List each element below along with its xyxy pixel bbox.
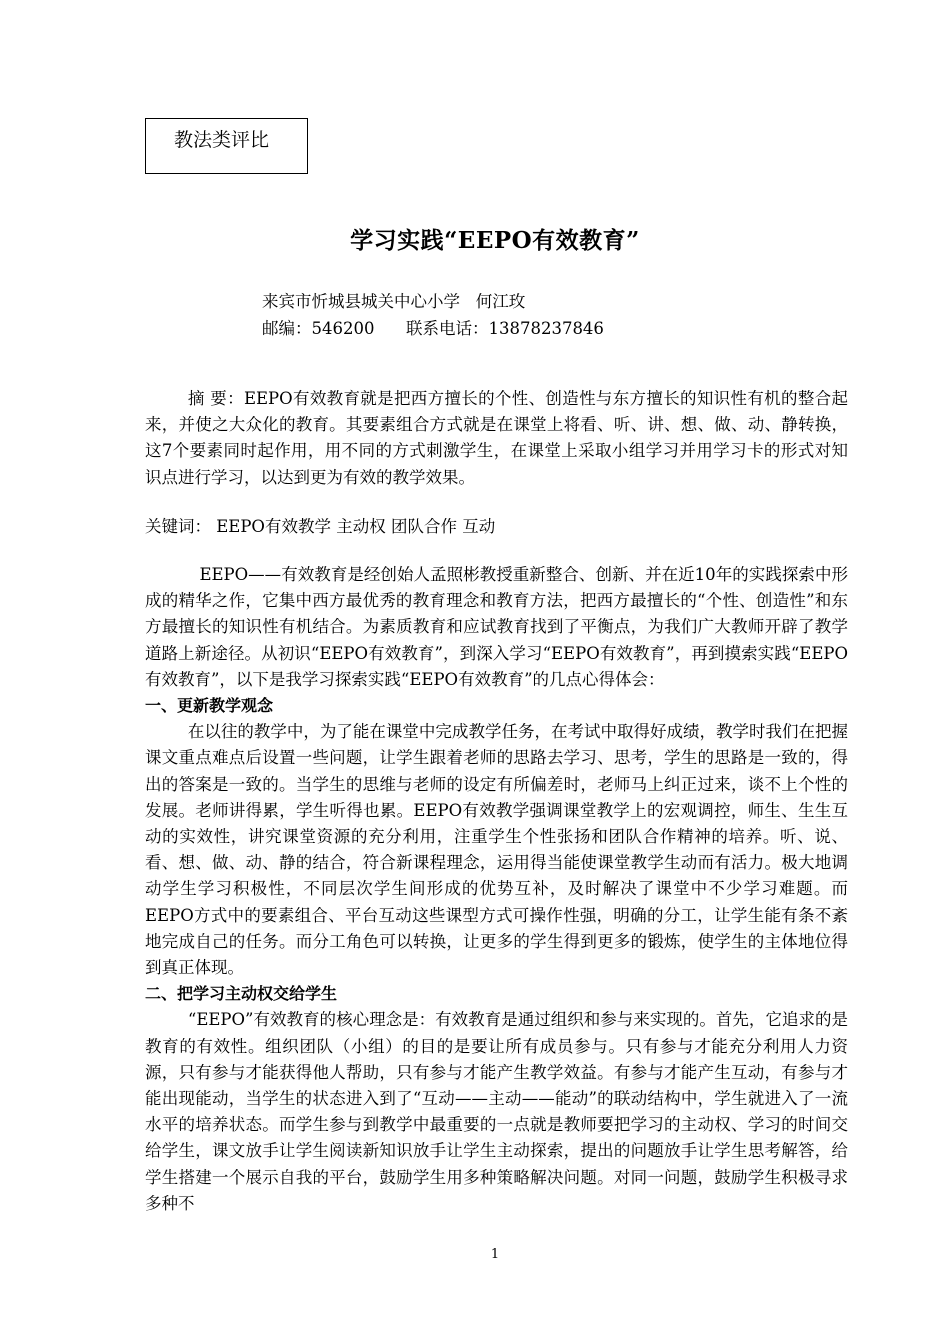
keywords-line: 关键词： EEPO有效教学 主动权 团队合作 互动 <box>145 516 496 536</box>
section-paragraph: “EEPO”有效教育的核心理念是：有效教育是通过组织和参与来实现的。首先，它追求的是教育的有效性。组织团队（小组）的目的是要让所有成员参与。只有参与才能充分利用人力资源，只有参与才能获得他人帮助，只有参与才能产生教学效益。有参与才能产生互动，有参与才能出现能动，当学生的状态进入到了“互动——主动——能动”的联动结构中，学生就进入了一流水平的培养状态。而学生参与到教学中最重要的一点就是教师要把学习的主动权、学习的时间交给学生，课文放手让学生阅读新知识放手让学生主动探索，提出的问题放手让学生思考解答，给学生搭建一个展示自我的平台，鼓励学生用多种策略解决问题。对同一问题，鼓励学生积极寻求多种不 <box>145 1010 848 1213</box>
document-title: 学习实践“EEPO有效教育” <box>350 227 640 254</box>
author-contact: 邮编：546200 联系电话：13878237846 <box>262 319 604 338</box>
abstract-paragraph: 摘 要：EEPO有效教育就是把西方擅长的个性、创造性与东方擅长的知识性有机的整合起来，并使之大众化的教育。其要素组合方式就是在课堂上将看、听、讲、想、做、动、静转换，这7个要素同时起作用，用不同的方式刺激学生，在课堂上采取小组学习并用学习卡的形式对知识点进行学习，以达到更为有效的教学效果。 <box>145 389 848 487</box>
document-body <box>145 386 848 1217</box>
page-number: 1 <box>490 1247 500 1262</box>
section-heading: 二、把学习主动权交给学生 <box>145 984 338 1004</box>
author-info <box>262 288 604 342</box>
author-school-name: 来宾市忻城县城关中心小学 何江玫 <box>262 292 526 311</box>
category-label: 教法类评比 <box>174 129 270 151</box>
section-paragraph: 在以往的教学中，为了能在课堂中完成教学任务，在考试中取得好成绩，教学时我们在把握课文重点难点后设置一些问题，让学生跟着老师的思路去学习、思考，学生的思路是一致的，得出的答案是一致的。当学生的思维与老师的设定有所偏差时，老师马上纠正过来，谈不上个性的发展。老师讲得累，学生听得也累。EEPO有效教学强调课堂教学上的宏观调控，师生、生生互动的实效性，讲究课堂资源的充分利用，注重学生个性张扬和团队合作精神的培养。听、说、看、想、做、动、静的结合，符合新课程理念，运用得当能使课堂教学生动而有活力。极大地调动学生学习积极性，不同层次学生间形成的优势互补，及时解决了课堂中不少学习难题。而EEPO方式中的要素组合、平台互动这些课型方式可操作性强，明确的分工，让学生能有条不紊地完成自己的任务。而分工角色可以转换，让更多的学生得到更多的锻炼，使学生的主体地位得到真正体现。 <box>145 722 848 978</box>
category-box <box>145 118 308 174</box>
intro-paragraph: EEPO——有效教育是经创始人孟照彬教授重新整合、创新、并在近10年的实践探索中形成的精华之作，它集中西方最优秀的教育理念和教育方法，把西方最擅长的“个性、创造性”和东方最擅长的知识性有机结合。为素质教育和应试教育找到了平衡点，为我们广大教师开辟了教学道路上新途径。从初识“EEPO有效教育”，到深入学习“EEPO有效教育”，再到摸索实践“EEPO有效教育”，以下是我学习探索实践“EEPO有效教育”的几点心得体会： <box>145 565 848 689</box>
section-heading: 一、更新教学观念 <box>145 696 274 716</box>
